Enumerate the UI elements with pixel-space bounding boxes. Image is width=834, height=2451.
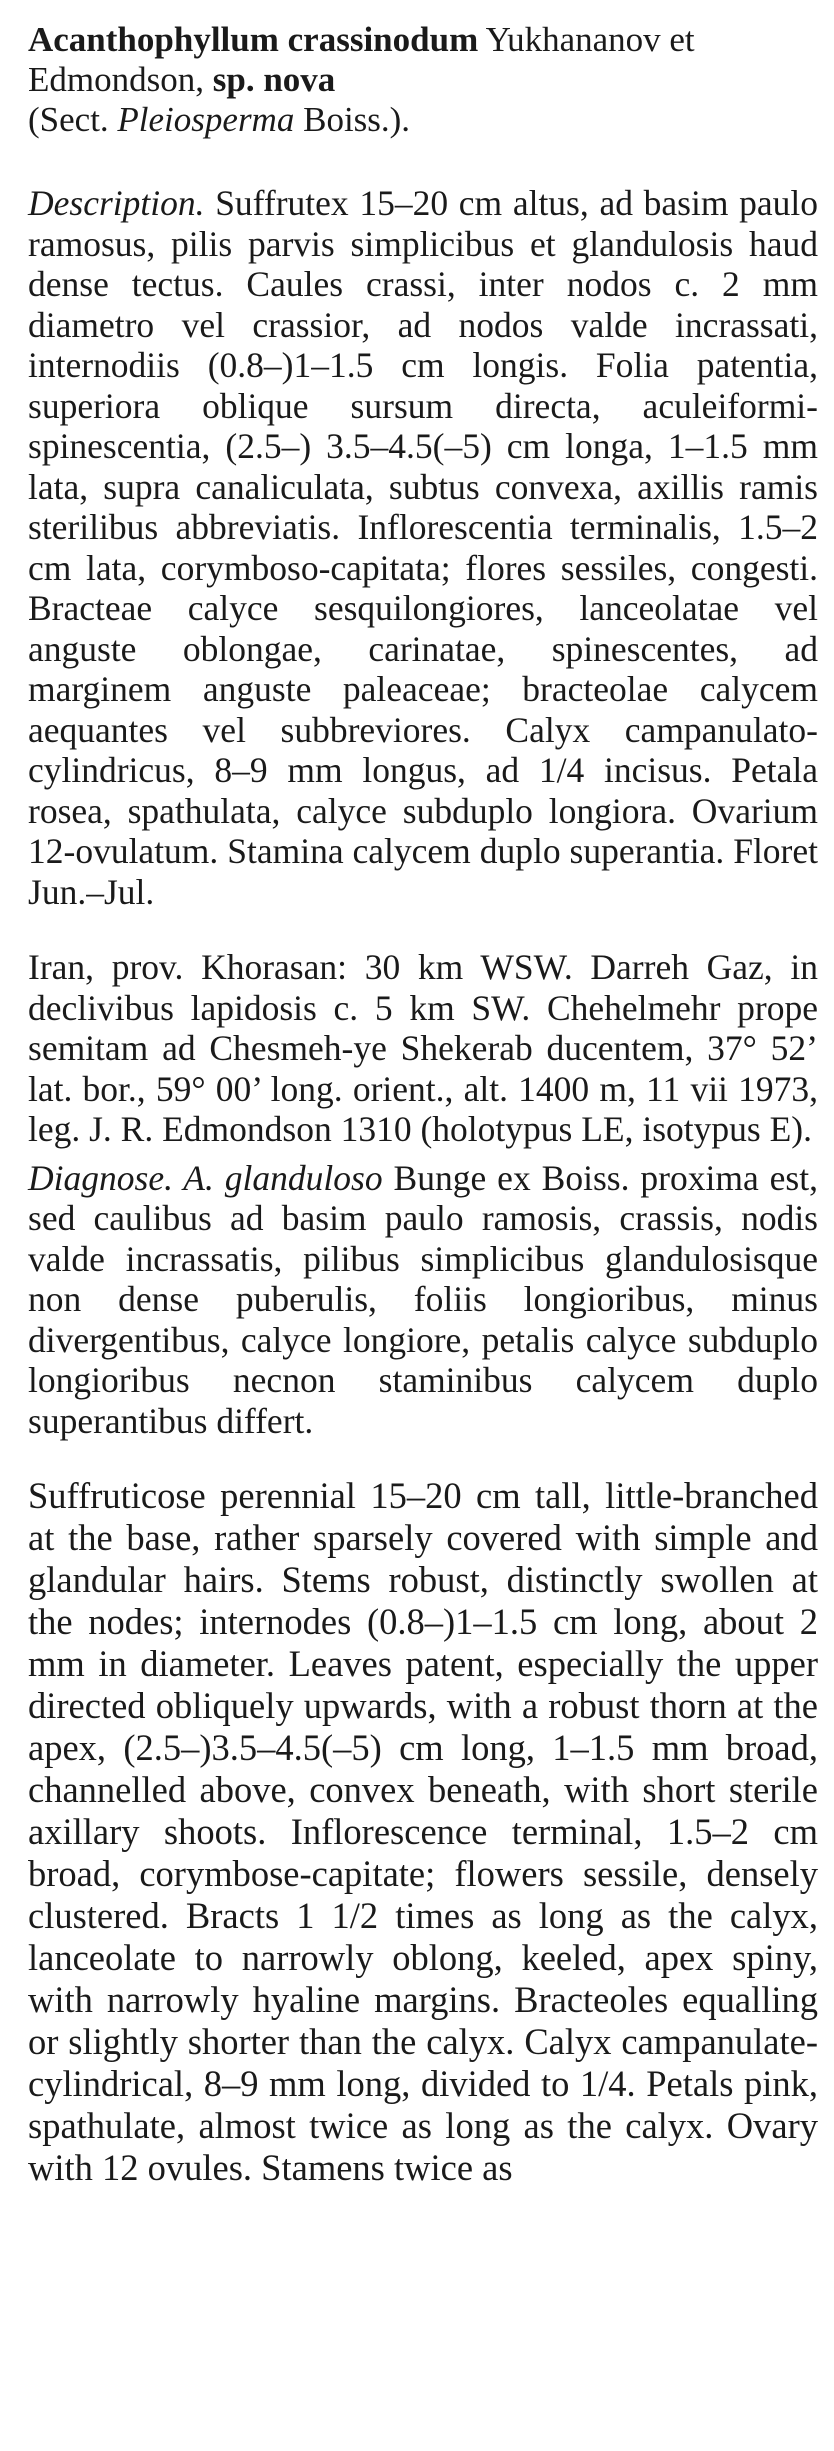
- latin-description: [28, 183, 818, 912]
- species-status: sp. nova: [212, 60, 336, 99]
- section-name: Pleiosperma: [117, 100, 295, 139]
- english-description: Suffruticose perennial 15–20 cm tall, little-branched at the base, rather sparsely covered with simple and glandular hairs. Stems robust, distinctly swollen at the nodes; internodes (0.8–)1–1.5 cm long, about 2 mm in diameter. Leaves patent, especially the upper directed obliquely upwards, with a robust thorn at the apex, (2.5–)3.5–4.5(–5) cm long, 1–1.5 mm broad, channelled above, convex beneath, with short sterile axillary shoots. Inflorescence terminal, 1.5–2 cm broad, corymbose-capitate; flowers sessile, densely clustered. Bracts 1 1/2 times as long as the calyx, lanceolate to narrowly oblong, keeled, apex spiny, with narrowly hyaline margins. Bracteoles equalling or slightly shorter than the calyx. Calyx campanulate-cylindrical, 8–9 mm long, divided to 1/4. Petals pink, spathulate, almost twice as long as the calyx. Ovary with 12 ovules. Stamens twice as: [28, 1475, 818, 2188]
- latin-diagnosis: [28, 1158, 818, 1442]
- document-page: [28, 20, 818, 2189]
- diagnosis-label: Diagnose. A. glanduloso: [28, 1157, 383, 1198]
- section-open: (Sect.: [28, 100, 118, 139]
- species-name: Acanthophyllum crassinodum: [28, 20, 479, 59]
- description-label: Description.: [28, 183, 205, 223]
- species-authors: Yukhananov et Edmondson,: [28, 20, 695, 99]
- species-header: [28, 20, 818, 140]
- description-text: Suffrutex 15–20 cm altus, ad basim paulo ramosus, pilis parvis simplicibus et glandulosis haud dense tectus. Caules crassi, inter nodos c. 2 mm diametro vel crassior, ad nodos valde incrassati, internodiis (0.8–)1–1.5 cm longis. Folia patentia, superiora oblique sursum directa, aculeiformi-spinescentia, (2.5–) 3.5–4.5(–5) cm longa, 1–1.5 mm lata, supra canaliculata, subtus convexa, axillis ramis sterilibus abbreviatis. Inflorescentia terminalis, 1.5–2 cm lata, corymboso-capitata; flores sessiles, congesti. Bracteae calyce sesquilongiores, lanceolatae vel anguste oblongae, carinatae, spinescentes, ad marginem anguste paleaceae; bracteolae calycem aequantes vel subbreviores. Calyx campanulato-cylindricus, 8–9 mm longus, ad 1/4 incisus. Petala rosea, spathulata, calyce subduplo longiora. Ovarium 12-ovulatum. Stamina calycem duplo superantia. Floret Jun.–Jul.: [28, 183, 818, 912]
- diagnosis-text: Bunge ex Boiss. proxima est, sed caulibus ad basim paulo ramosis, crassis, nodis valde incrassatis, pilibus simplicibus glandulosisque non dense puberulis, foliis longioribus, minus divergentibus, calyce longiore, petalis calyce subduplo longioribus necnon staminibus calycem duplo superantibus differt.: [28, 1157, 818, 1441]
- type-locality: Iran, prov. Khorasan: 30 km WSW. Darreh Gaz, in declivibus lapidosis c. 5 km SW. Chehelmehr prope semitam ad Chesmeh-ye Shekerab ducentem, 37° 52’ lat. bor., 59° 00’ long. orient., alt. 1400 m, 11 vii 1973, leg. J. R. Edmondson 1310 (holotypus LE, isotypus E).: [28, 947, 818, 1149]
- section-close: Boiss.).: [294, 100, 411, 139]
